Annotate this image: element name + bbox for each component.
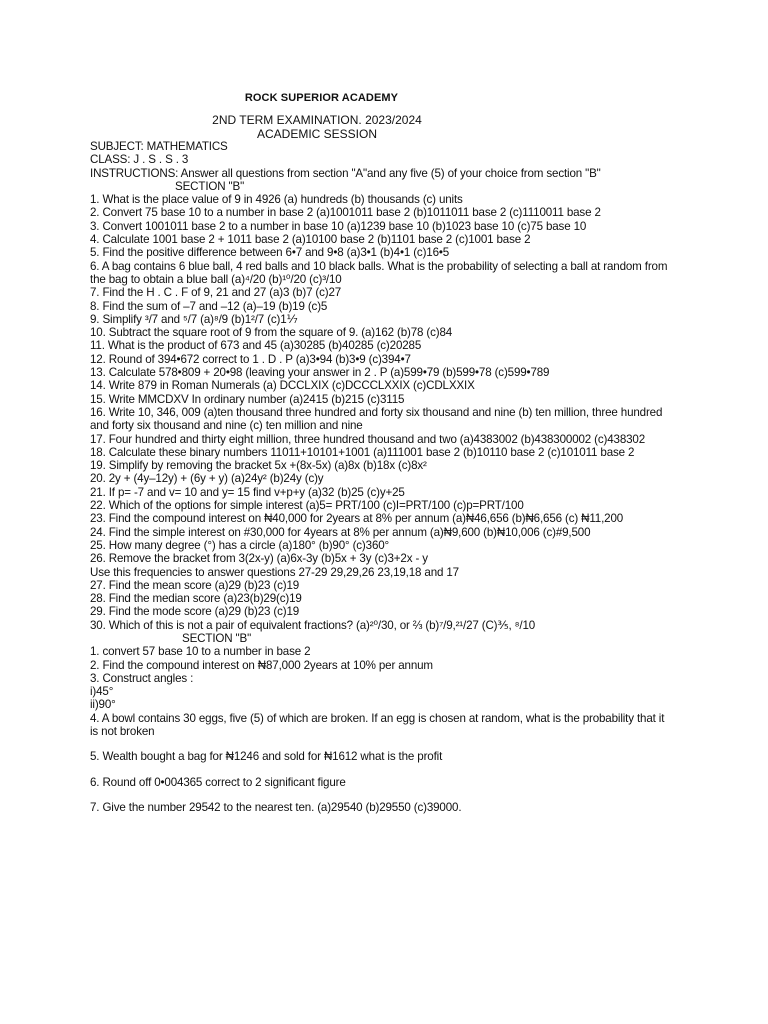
question: 5. Find the positive difference between 6•7 and 9•8 (a)3•1 (b)4•1 (c)16•5: [90, 246, 450, 260]
question: 20. 2y + (4y–12y) + (6y + y) (a)24y² (b)24y (c)y: [90, 472, 324, 486]
exam-term: 2ND TERM EXAMINATION. 2023/2024: [212, 113, 422, 127]
question: 8. Find the sum of –7 and –12 (a)–19 (b)19 (c)5: [90, 299, 328, 313]
question: 22. Which of the options for simple interest (a)5= PRT/100 (c)I=PRT/100 (c)p=PRT/100: [90, 499, 524, 513]
question: 4. Calculate 1001 base 2 + 1011 base 2 (a)10100 base 2 (b)1101 base 2 (c)1001 base 2: [90, 233, 531, 247]
question: 5. Wealth bought a bag for ₦1246 and sold for ₦1612 what is the profit: [90, 750, 443, 764]
question: 16. Write 10, 346, 009 (a)ten thousand three hundred and forty six thousand and nine (b) ten million, three hundred and forty six thousand and nine (c) ten million and nine: [90, 405, 663, 433]
frequency-note: Use this frequencies to answer questions 27-29 29,29,26 23,19,18 and 17: [90, 565, 459, 579]
question: 18. Calculate these binary numbers 11011+10101+1001 (a)111001 base 2 (b)10110 base 2 (c)101011 base 2: [90, 445, 635, 459]
question: 12. Round of 394•672 correct to 1 . D . P (a)3•94 (b)3•9 (c)394•7: [90, 352, 411, 366]
question: 6. Round off 0•004365 correct to 2 significant figure: [90, 775, 346, 789]
question: 15. Write MMCDXV In ordinary number (a)2415 (b)215 (c)3115: [90, 392, 405, 406]
question: 7. Give the number 29542 to the nearest ten. (a)29540 (b)29550 (c)39000.: [90, 800, 462, 814]
question: 11. What is the product of 673 and 45 (a)30285 (b)40285 (c)20285: [90, 339, 422, 353]
sub-question: ii)90°: [90, 698, 116, 712]
exam-body: [90, 140, 670, 814]
question: 10. Subtract the square root of 9 from the square of 9. (a)162 (b)78 (c)84: [90, 326, 453, 340]
question: 3. Construct angles :: [90, 671, 194, 685]
question: 2. Find the compound interest on ₦87,000 2years at 10% per annum: [90, 658, 433, 672]
question: 2. Convert 75 base 10 to a number in base 2 (a)1001011 base 2 (b)1011011 base 2 (c)1110011 base 2: [90, 206, 601, 220]
question: 28. Find the median score (a)23(b)29(c)19: [90, 592, 302, 606]
question: 9. Simplify ³/7 and ⁵/7 (a)⁸/9 (b)1²/7 (c)1⅐: [90, 312, 298, 326]
section-b-heading: SECTION "B": [182, 631, 252, 645]
question: 29. Find the mode score (a)29 (b)23 (c)19: [90, 605, 300, 619]
question: 17. Four hundred and thirty eight million, three hundred thousand and two (a)4383002 (b)438300002 (c)438302: [90, 432, 646, 446]
question: 21. If p= -7 and v= 10 and y= 15 find v+p+y (a)32 (b)25 (c)y+25: [90, 485, 405, 499]
question: 3. Convert 1001011 base 2 to a number in base 10 (a)1239 base 10 (b)1023 base 10 (c)75 base 10: [90, 219, 587, 233]
question: 23. Find the compound interest on ₦40,000 for 2years at 8% per annum (a)₦46,656 (b)₦6,656 (c) ₦11,200: [90, 512, 624, 526]
question: 7. Find the H . C . F of 9, 21 and 27 (a)3 (b)7 (c)27: [90, 286, 342, 300]
subject-line: SUBJECT: MATHEMATICS: [90, 140, 228, 153]
class-line: CLASS: J . S . S . 3: [90, 153, 189, 167]
exam-session: ACADEMIC SESSION: [256, 126, 378, 141]
exam-title: [0, 114, 634, 141]
question: 27. Find the mean score (a)29 (b)23 (c)19: [90, 578, 300, 592]
section-a-heading: SECTION "B": [175, 179, 245, 193]
question: 1. What is the place value of 9 in 4926 (a) hundreds (b) thousands (c) units: [90, 193, 463, 207]
instructions-line: INSTRUCTIONS: Answer all questions from section "A"and any five (5) of your choice from section "B": [90, 166, 601, 180]
question: 24. Find the simple interest on #30,000 for 4years at 8% per annum (a)₦9,600 (b)₦10,006 (c)#9,500: [90, 525, 591, 539]
sub-question: i)45°: [90, 685, 114, 699]
question: 14. Write 879 in Roman Numerals (a) DCCLXIX (c)DCCCLXXIX (c)CDLXXIX: [90, 379, 475, 393]
question: 30. Which of this is not a pair of equivalent fractions? (a)²⁰/30, or ⅔ (b)⁷/9,²¹/27 (C)⅗, ⁸/10: [90, 618, 536, 632]
question: 13. Calculate 578•809 + 20•98 (leaving your answer in 2 . P (a)599•79 (b)599•78 (c)599•789: [90, 366, 550, 380]
question: 4. A bowl contains 30 eggs, five (5) of which are broken. If an egg is chosen at random, what is the probability that it is not broken: [90, 711, 665, 739]
question: 6. A bag contains 6 blue ball, 4 red balls and 10 black balls. What is the probability of selecting a ball at random from the bag to obtain a blue ball (a)⁴/20 (b)¹⁰/20 (c)³/10: [90, 259, 668, 286]
question: 26. Remove the bracket from 3(2x-y) (a)6x-3y (b)5x + 3y (c)3+2x - y: [90, 552, 428, 566]
question: 19. Simplify by removing the bracket 5x +(8x-5x) (a)8x (b)18x (c)8x²: [90, 459, 427, 473]
question: 1. convert 57 base 10 to a number in base 2: [90, 645, 311, 659]
question: 25. How many degree (°) has a circle (a)180° (b)90° (c)360°: [90, 538, 390, 552]
school-name: ROCK SUPERIOR ACADEMY: [244, 92, 399, 104]
